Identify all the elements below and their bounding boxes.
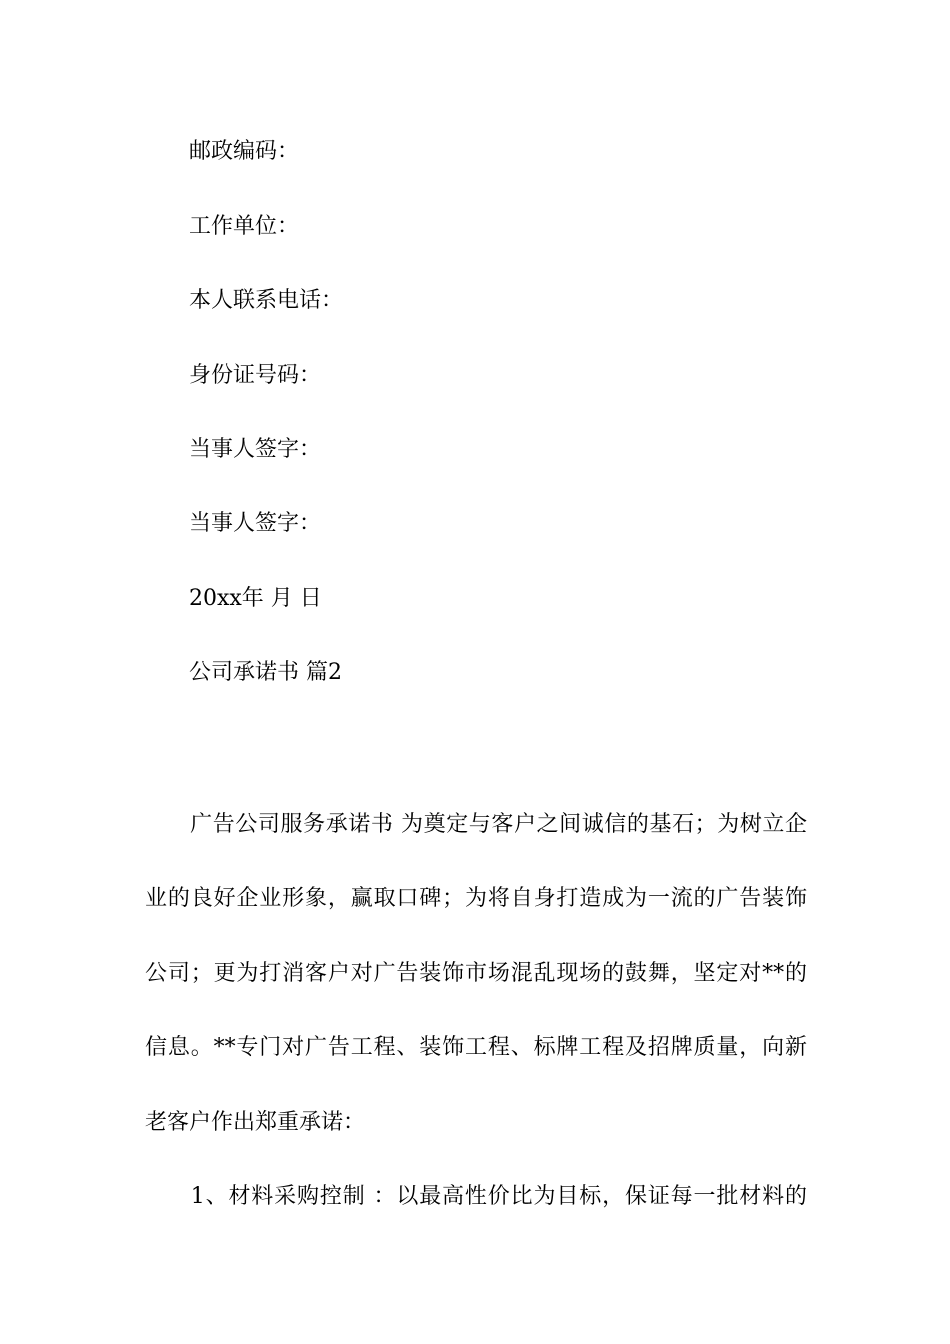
paragraph-line: 业的良好企业形象，赢取口碑；为将自身打造成为一流的广告装饰: [145, 886, 807, 911]
signature-label-1: 当事人签字：: [189, 437, 322, 462]
paragraph-line: 1、材料采购控制 ：以最高性价比为目标，保证每一批材料的: [145, 1184, 807, 1209]
paragraph-line: 老客户作出郑重承诺：: [145, 1110, 366, 1135]
section-title: 公司承诺书 篇2: [189, 660, 342, 685]
signature-label-2: 当事人签字：: [189, 511, 322, 536]
id-number-label: 身份证号码：: [189, 363, 322, 388]
date-line: 20xx年 月 日: [189, 586, 322, 611]
phone-label: 本人联系电话：: [189, 288, 344, 313]
work-unit-label: 工作单位：: [189, 214, 300, 239]
paragraph-line: 广告公司服务承诺书 为奠定与客户之间诚信的基石；为树立企: [145, 812, 807, 837]
paragraph-line: 信息。**专门对广告工程、装饰工程、标牌工程及招牌质量，向新: [145, 1035, 807, 1060]
paragraph-line: 公司；更为打消客户对广告装饰市场混乱现场的鼓舞，坚定对**的: [145, 961, 807, 986]
postal-code-label: 邮政编码：: [189, 139, 300, 164]
